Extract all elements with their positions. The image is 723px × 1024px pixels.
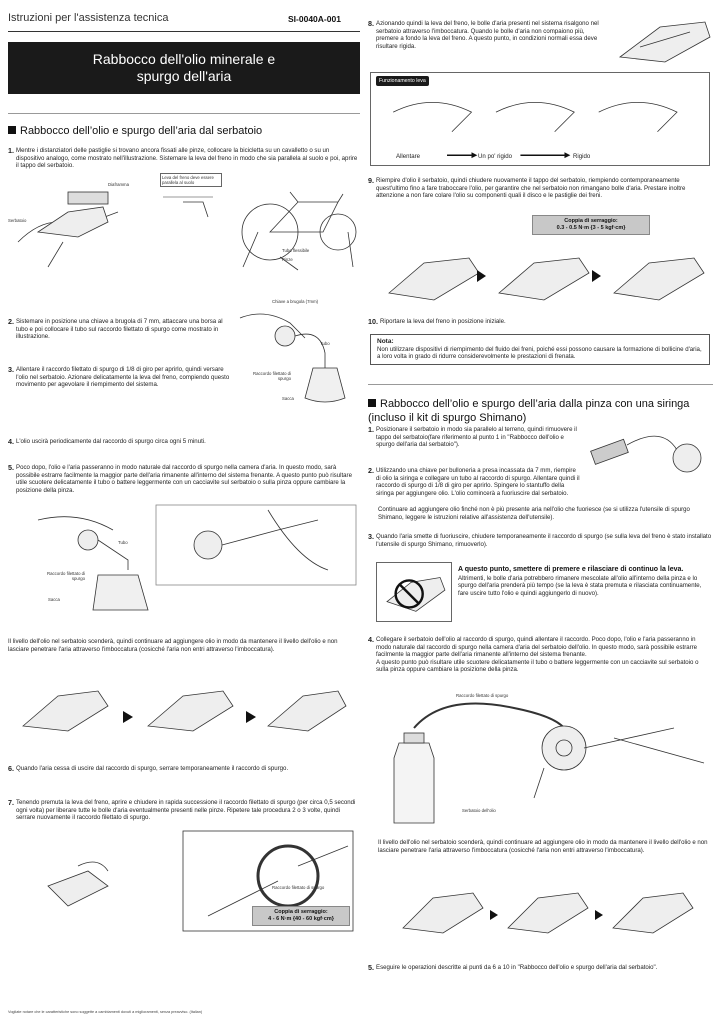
step-7: 7. Tenendo premuta la leva del freno, aprire e chiudere in rapida successione il raccordo filettato di spurgo (per circa 0,5 secondi ogni volta) per liberare tutte le bolle d'aria eventualmente presenti nelle pinze. Ripetere tale procedura 2 o 3 volte, quindi serrare nuovamente il raccordo filettato di spurgo. (8, 798, 356, 822)
label-lever-parallel: Leva del freno deve essere parallela al suolo (160, 173, 222, 187)
figure-oil-bottle-caliper (384, 688, 712, 828)
step-10: 10. Riportare la leva del freno in posizione iniziale. (368, 317, 506, 326)
figure-no-pumping (376, 562, 452, 622)
torque-box-7: Coppia di serraggio: 4 - 6 N·m {40 - 60 kgf·cm} (252, 906, 350, 926)
note-box: Nota: Non utilizzare dispositivi di riempimento del fluido dei freni, poiché essi possono causare la formazione di bollicine d'aria, a loro volta in grado di ridurre considerevolmente le prestazioni di frenata. (370, 334, 710, 365)
section-divider (8, 113, 360, 114)
step-2: 2. Sistemare in posizione una chiave a brugola di 7 mm, attaccare una borsa al tubo e poi collocare il tubo sul raccordo filettato di spurgo come mostrato in illustrazione. (8, 317, 223, 341)
label-bleed-nipple-2: Raccordo filettato di spurgo (47, 571, 85, 581)
label-bleed-nipple-3: Raccordo filettato di spurgo (272, 885, 325, 890)
torque-box-9: Coppia di serraggio: 0.3 - 0.5 N·m {3 - 5 kgf·cm} (532, 215, 650, 235)
label-bag-2: Sacca (48, 597, 60, 602)
label-tube-2: Tubo (118, 540, 128, 545)
title-banner: Rabbocco dell'olio minerale e spurgo dell'aria (8, 42, 360, 94)
step-6: 6. Quando l'aria cessa di uscire dal raccordo di spurgo, serrare temporaneamente il raccordo di spurgo. (8, 764, 289, 773)
section2-title: Rabbocco dell’olio e spurgo dell’aria dalla pinza con una siringa (incluso il kit di spurgo Shimano) (368, 398, 690, 424)
section2-step-3: 3. Quando l'aria smette di fuoriuscire, chiudere temporaneamente il raccordo di spurgo (se sulla leva del freno è stato installato l'utensile di spurgo Shimano, rimuoverlo). (368, 532, 712, 548)
step-9: 9. Riempire d'olio il serbatoio, quindi chiudere nuovamente il tappo del serbatoio, riempiendo contemporaneamente quest'ultimo fino a fare traboccare l'olio, per garantire che nel serbatoio non rimangano bolle d'aria. Prestare inoltre attenzione a non fare colare l'olio su componenti quali il disco e le pastiglie dei freni. (368, 176, 686, 200)
document-code: SI-0040A-001 (288, 14, 341, 24)
label-reservoir: Serbatoio (8, 218, 27, 223)
step-8: 8. Azionando quindi la leva del freno, le bolle d'aria presenti nel sistema risalgono nel serbatoio attraverso l'imboccatura. Quando le bolle d'aria non compaiono più, premere a fondo la leva del freno. A questo punto, in condizioni normali essa deve risultare rigida. (368, 19, 599, 50)
section1-title: Rabbocco dell’olio e spurgo dell’aria dal serbatoio (8, 124, 360, 138)
figure-bleed-bag (235, 298, 360, 408)
figure-reservoir-sequence (18, 676, 348, 746)
label-diaphragm: Diaframma (108, 182, 130, 187)
label-tube: Tubo (320, 341, 330, 346)
label-oil-bottle: Serbatoio dell'olio (462, 808, 496, 813)
lever-operation-badge: Funzionamento leva (376, 76, 429, 86)
lever-state-loose: Allentare (396, 153, 421, 160)
warning-block: A questo punto, smettere di premere e rilasciare di continuo la leva. Altrimenti, le bolle d'aria potrebbero rimanere mescolate all'olio all'interno della pinza e lo spurgo dell'aria prenderà più tempo (se la leva è stata premuta e rilasciata continuamente, fare uscire tutto l'olio e quindi aggiungerlo di nuovo). (458, 566, 702, 597)
header-divider (8, 31, 360, 32)
step-3: 3. Allentare il raccordo filettato di spurgo di 1/8 di giro per aprirlo, quindi versare l'olio nel serbatoio. Azionare delicatamente la leva del freno, compiendo questo movimento per agevolare il riempimento del sistema. (8, 365, 230, 389)
bullet-square-icon (8, 126, 16, 134)
bullet-square-icon-2 (368, 399, 376, 407)
section2-step-5: 5. Eseguire le operazioni descritte ai punti da 6 a 10 in "Rabbocco dell'olio e spurgo dell'aria dal serbatoio". (368, 963, 658, 972)
section2-step-1: 1. Posizionare il serbatoio in modo sia parallelo al terreno, quindi rimuovere il tappo del serbatoio(fare riferimento al punto 1 in "Rabbocco dell'olio e spurgo dell'aria dal serbatoio"). (368, 425, 577, 449)
section2-step-4-continued: Il livello dell'olio nel serbatoio scenderà, quindi continuare ad aggiungere olio in modo da mantenere il livello dell'olio e non lasciare penetrare l'aria attraverso l'imboccatura (cosicché l'aria non entri attraverso l'imboccatura). (378, 839, 708, 854)
figure-caliper-syringe (582, 420, 712, 490)
footer-disclaimer: Vogliate notare che le caratteristiche sono soggette a cambiamenti dovuti a miglioramenti, senza preavviso. (Italian) (8, 1010, 203, 1014)
figure-lever-operation (370, 72, 710, 166)
section2-step-2-continued: Continuare ad aggiungere olio finché non è più presente aria nell'olio che fuoriesce (se si utilizza l'utensile di spurgo Shimano, leggere le istruzioni relative all'assistenza dell'utensile). (378, 506, 690, 521)
section2-step-2: 2. Utilizzando una chiave per bulloneria a presa incassata da 7 mm, riempire di olio la siringa e collegare un tubo al raccordo di spurgo. Allentare quindi il raccordo di spurgo di 1/8 di giro per aprirlo. Spingere lo stantuffo della siringa per aggiungere olio. L'olio comincerà a fuoriuscire dal serbatoio. (368, 466, 580, 497)
figure-bleed-shake (18, 500, 358, 620)
step-5: 5. Poco dopo, l'olio e l'aria passeranno in modo naturale dal raccordo di spurgo nella camera d'aria. In questo modo, sarà possibile estrarre facilmente la maggior parte dell'aria rimanente all'interno del sistema frenante. A questo punto può risultare utile scuotere delicatamente il tubo o battere leggermente con un cacciavite sul serbatoio o sulla pinza oppure cambiare la posizione della pinza. (8, 463, 352, 494)
label-bleed-nipple: Raccordo filettato di spurgo (253, 371, 291, 381)
lever-state-stiff: Rigido (573, 153, 591, 160)
step-5-continued: Il livello dell'olio nel serbatoio scenderà, quindi continuare ad aggiungere olio in modo da mantenere il livello dell'olio e non lasciare penetrare l'aria attraverso l'imboccatura (cosicché l'aria non entri attraverso l'imboccatura). (8, 638, 338, 653)
label-hex-wrench: Chiave a brugola (7mm) (272, 299, 319, 304)
section2-step-4: 4. Collegare il serbatoio dell'olio al raccordo di spurgo, quindi allentare il raccordo. Poco dopo, l'olio e l'aria passeranno in modo naturale dal raccordo di spurgo nella camera d'aria del serbatoio dell'olio. In questo modo, sarà possibile estrarre facilmente la maggior parte dell'aria rimanente all'interno del sistema frenante. A questo punto può risultare utile scuotere delicatamente il tubo o battere leggermente con un cacciavite sul serbatoio o sulla pinza oppure cambiare la posizione della pinza. (368, 635, 699, 674)
step-1: 1. Mentre i distanziatori delle pastiglie si trovano ancora fissati alle pinze, collocare la bicicletta su un cavalletto o su un dispositivo analogo, come mostrato nell'illustrazione. Sistemare la leva del freno in modo che sia parallela al suolo e poi, aprire il tappo del serbatoio. (8, 146, 358, 170)
document-title: Istruzioni per l'assistenza tecnica (8, 12, 169, 24)
label-bag: Sacca (282, 396, 294, 401)
figure-lever-press (610, 12, 718, 72)
lever-state-slightly-stiff: Un po' rigido (478, 153, 513, 160)
figure-reservoir-sequence-2 (398, 878, 698, 948)
label-caliper: Pinze (282, 257, 293, 262)
label-bleed-nipple-4: Raccordo filettato di spurgo (456, 693, 509, 698)
label-hose: Tubo flessibile (282, 248, 310, 253)
section-divider-2 (368, 384, 713, 385)
figure-reservoir-cap-sequence (384, 238, 710, 310)
step-4: 4. L'olio uscirà periodicamente dal raccordo di spurgo circa ogni 5 minuti. (8, 437, 206, 446)
figure-bike-stand (8, 172, 358, 272)
